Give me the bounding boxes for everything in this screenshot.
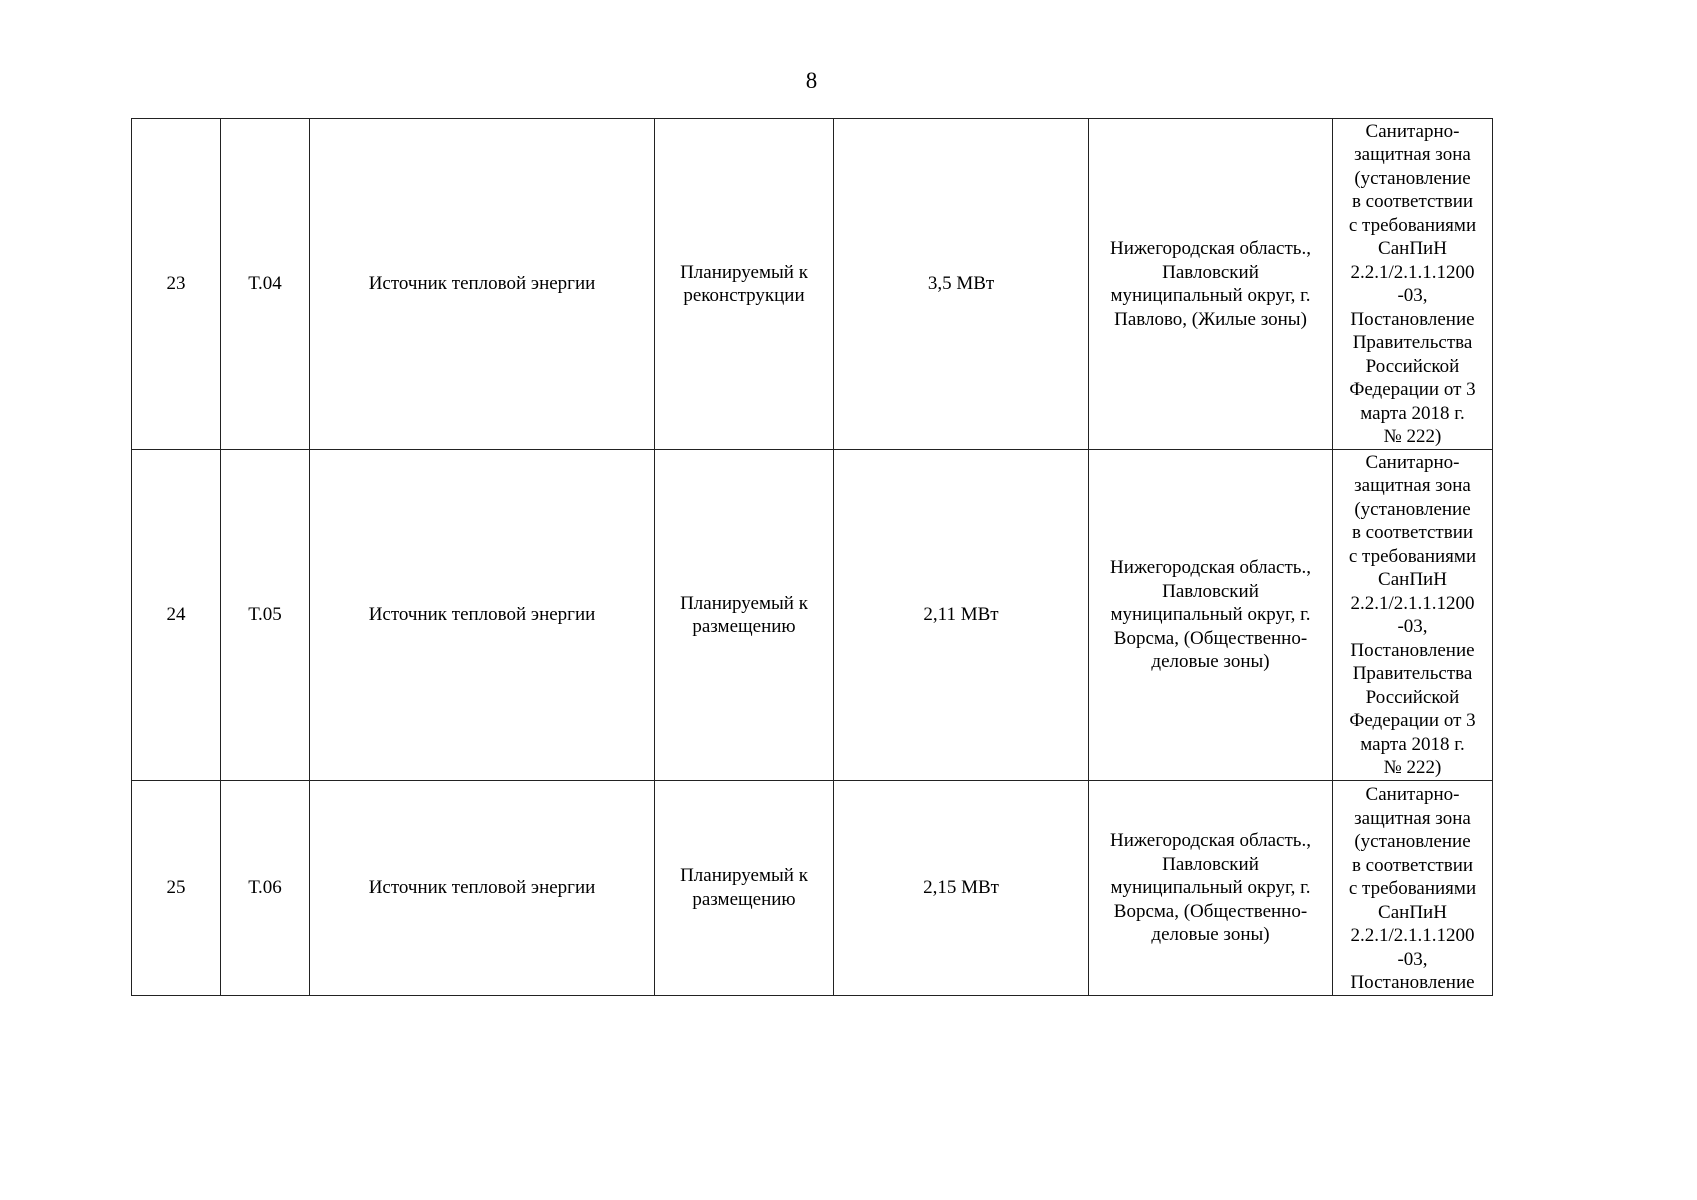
location-cell: Нижегородская область., Павловский муниципальный округ, г. Ворсма, (Общественно- деловые зоны) [1089, 450, 1333, 781]
zone-cell: Санитарно- защитная зона (установление в соответствии с требованиями СанПиН 2.2.1/2.1.1.1200 -03, Постановление Правительства Российской Федерации от 3 марта 2018 г. № 222) [1333, 450, 1493, 781]
facilities-table [131, 118, 1493, 996]
zone-cell: Санитарно- защитная зона (установление в соответствии с требованиями СанПиН 2.2.1/2.1.1.1200 -03, Постановление Правительства Российской Федерации от 3 марта 2018 г. № 222) [1333, 119, 1493, 450]
object-name-cell: Источник тепловой энергии [310, 119, 655, 450]
status-cell: Планируемый к размещению [655, 450, 834, 781]
row-number-cell: 24 [132, 450, 221, 781]
object-code-cell: Т.06 [221, 781, 310, 996]
status-cell: Планируемый к реконструкции [655, 119, 834, 450]
row-number-cell: 23 [132, 119, 221, 450]
capacity-cell: 2,15 МВт [834, 781, 1089, 996]
table-row [132, 781, 1493, 996]
table-row [132, 450, 1493, 781]
object-code-cell: Т.05 [221, 450, 310, 781]
zone-cell: Санитарно- защитная зона (установление в соответствии с требованиями СанПиН 2.2.1/2.1.1.1200 -03, Постановление [1333, 781, 1493, 996]
location-cell: Нижегородская область., Павловский муниципальный округ, г. Павлово, (Жилые зоны) [1089, 119, 1333, 450]
status-cell: Планируемый к размещению [655, 781, 834, 996]
table-row [132, 119, 1493, 450]
object-name-cell: Источник тепловой энергии [310, 450, 655, 781]
page-number: 8 [805, 68, 818, 93]
object-code-cell: Т.04 [221, 119, 310, 450]
location-cell: Нижегородская область., Павловский муниципальный округ, г. Ворсма, (Общественно- деловые зоны) [1089, 781, 1333, 996]
capacity-cell: 2,11 МВт [834, 450, 1089, 781]
object-name-cell: Источник тепловой энергии [310, 781, 655, 996]
capacity-cell: 3,5 МВт [834, 119, 1089, 450]
row-number-cell: 25 [132, 781, 221, 996]
